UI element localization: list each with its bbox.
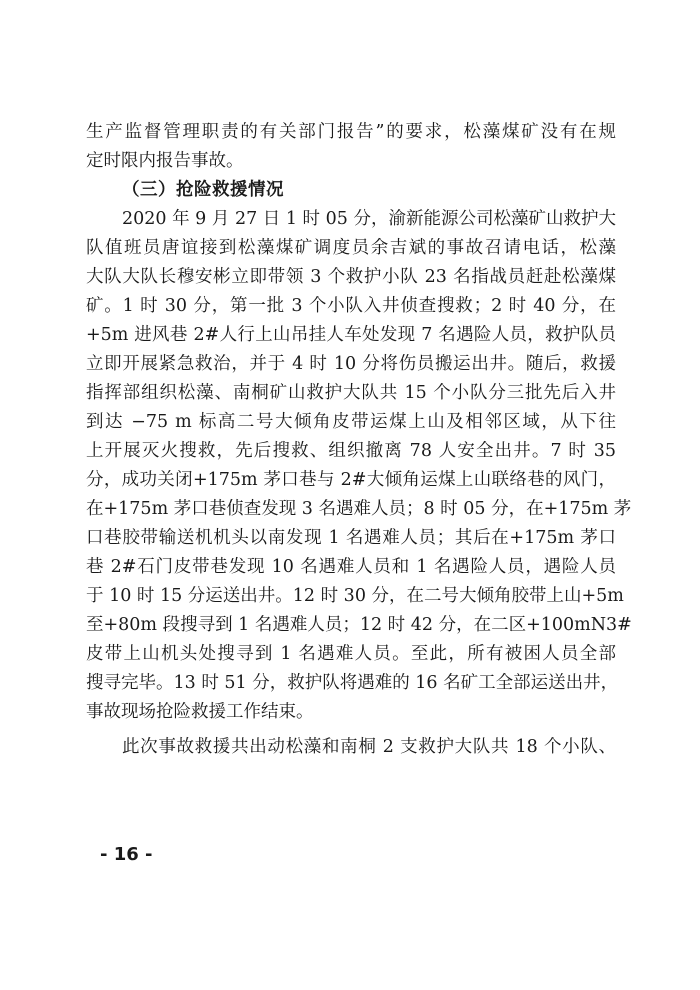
paragraph-line: 生产监督管理职责的有关部门报告”的要求，松藻煤矿没有在规: [86, 122, 616, 142]
body-text: [86, 118, 632, 762]
paragraph-line: 此次事故救援共出动松藻和南桐 2 支救护大队共 18 个小队、: [122, 737, 616, 757]
paragraph-line: 分，成功关闭+175m 茅口巷与 2#大倾角运煤上山联络巷的风门，: [86, 470, 616, 490]
paragraph-line: 指挥部组织松藻、南桐矿山救护大队共 15 个小队分三批先后入井: [86, 383, 616, 403]
paragraph-line: 大队大队长穆安彬立即带领 3 个救护小队 23 名指战员赶赴松藻煤: [86, 267, 616, 287]
paragraph-line: 矿。1 时 30 分，第一批 3 个小队入井侦查搜救；2 时 40 分，在: [86, 296, 616, 316]
paragraph-line: +5m 进风巷 2#人行上山吊挂人车处发现 7 名遇险人员，救护队员: [86, 325, 616, 345]
paragraph-line: 2020 年 9 月 27 日 1 时 05 分，渝新能源公司松藻矿山救护大: [122, 209, 616, 229]
paragraph-line: 口巷胶带输送机机头以南发现 1 名遇难人员；其后在+175m 茅口: [86, 528, 616, 548]
paragraph-line: 皮带上山机头处搜寻到 1 名遇难人员。至此，所有被困人员全部: [86, 644, 616, 664]
paragraph-line: 事故现场抢险救援工作结束。: [86, 702, 314, 722]
page-number: - 16 -: [100, 844, 153, 865]
paragraph-line: 于 10 时 15 分运送出井。12 时 30 分，在二号大倾角胶带上山+5m: [86, 586, 624, 606]
paragraph-line: 立即开展紧急救治，并于 4 时 10 分将伤员搬运出井。随后，救援: [86, 354, 616, 374]
paragraph-line: 上开展灭火搜救，先后搜救、组织撤离 78 人安全出井。7 时 35: [86, 441, 616, 461]
paragraph-line: 在+175m 茅口巷侦查发现 3 名遇难人员；8 时 05 分，在+175m 茅: [86, 499, 632, 519]
paragraph-line: 巷 2#石门皮带巷发现 10 名遇难人员和 1 名遇险人员，遇险人员: [86, 557, 616, 577]
paragraph-line: 至+80m 段搜寻到 1 名遇难人员；12 时 42 分，在二区+100mN3#: [86, 615, 632, 635]
section-heading: （三）抢险救援情况: [122, 180, 284, 200]
paragraph-line: 队值班员唐谊接到松藻煤矿调度员余吉斌的事故召请电话，松藻: [86, 238, 616, 258]
paragraph-line: 搜寻完毕。13 时 51 分，救护队将遇难的 16 名矿工全部运送出井，: [86, 673, 619, 693]
paragraph-line: 定时限内报告事故。: [86, 151, 244, 171]
paragraph-line: 到达 −75 m 标高二号大倾角皮带运煤上山及相邻区域，从下往: [86, 412, 616, 432]
